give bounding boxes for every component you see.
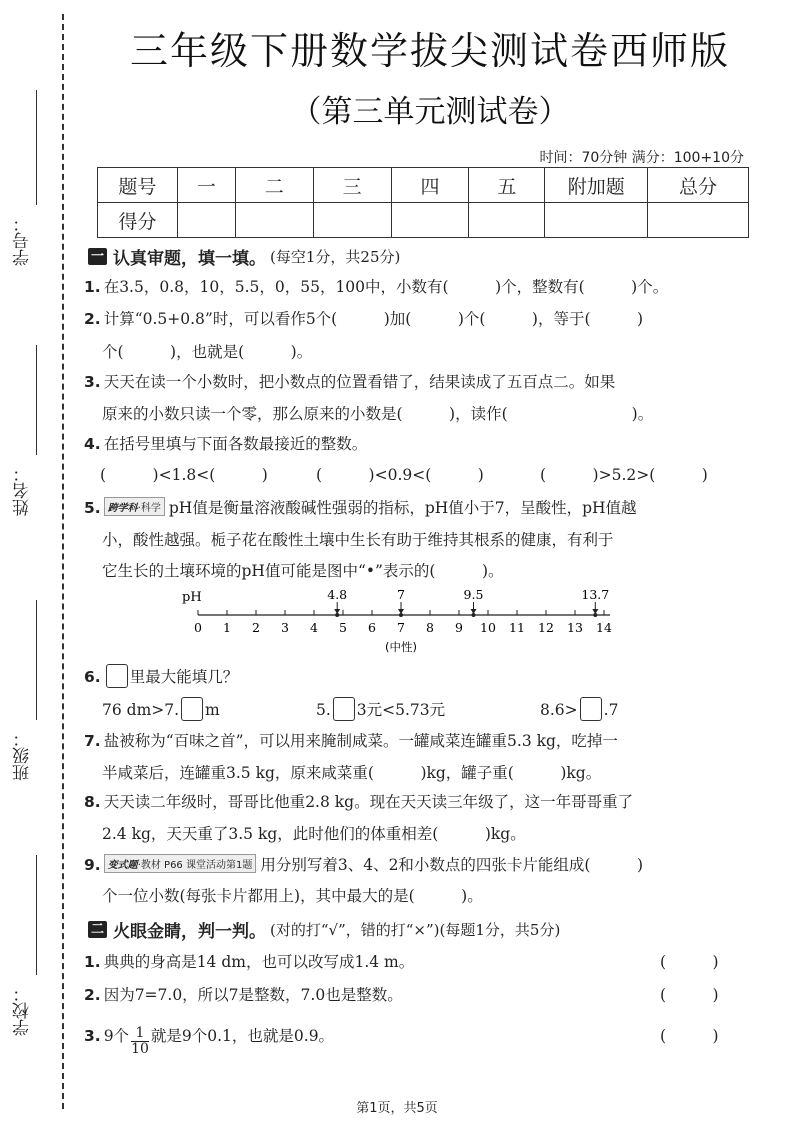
ph-neutral-label: (中性)	[385, 640, 417, 654]
q4-item: ( )<0.9<( )	[316, 466, 484, 484]
score-table-header-row	[98, 168, 749, 203]
question-text: pH值是衡量溶液酸碱性强弱的指标，pH值小于7，呈酸性，pH值越	[168, 499, 637, 517]
section-number: 二	[88, 921, 107, 938]
section-1-heading	[88, 244, 400, 269]
ph-tick-label: 0	[194, 620, 202, 635]
question-text: 因为7=7.0，所以7是整数，7.0也是整数。	[103, 986, 403, 1004]
section-number: 一	[88, 248, 107, 265]
section-title: 认真审题，填一填。	[113, 249, 266, 269]
question-text: 就是9个0.1，也就是0.9。	[150, 1027, 335, 1045]
question-5	[84, 496, 637, 518]
time-info: 时间：70分钟 满分：100+10分	[539, 150, 744, 166]
cut-line	[62, 14, 64, 1109]
question-5-cont: 它生长的土壤环境的pH值可能是图中“•”表示的( )。	[102, 562, 504, 580]
question-1	[84, 275, 668, 297]
variant-tag: 变式题·教材 P66 课堂活动第1题	[104, 854, 257, 873]
question-8	[84, 790, 633, 812]
ph-tick-label: 14	[596, 620, 612, 635]
question-number: 4.	[84, 435, 101, 453]
question-number: 1.	[84, 278, 101, 296]
q4-item: ( )<1.8<( )	[100, 466, 268, 484]
q4-item: ( )>5.2>( )	[540, 466, 708, 484]
judge-question-3: 3. 9个 $\frac{1}{10}$ 就是9个0.1，也就是0.9。	[84, 1024, 335, 1057]
ph-marker-label: 9.5	[463, 587, 484, 602]
question-text: 用分别写着3、4、2和小数点的四张卡片能组成( )	[260, 856, 644, 874]
student-number-label: 学号：	[13, 215, 33, 266]
answer-box[interactable]	[181, 697, 203, 721]
score-input-cell[interactable]	[177, 203, 235, 238]
q6-item: 8.6> .7	[540, 697, 618, 721]
score-cell: 附加题	[545, 168, 648, 203]
ph-marker-label: 4.8	[327, 587, 348, 602]
question-9-cont: 个一位小数(每张卡片都用上)，其中最大的是( )。	[102, 887, 483, 905]
question-number: 3.	[84, 373, 101, 391]
fraction: $\frac{1}{10}$	[131, 1024, 149, 1057]
ph-tick-label: 1	[223, 620, 231, 635]
question-number: 2.	[84, 986, 101, 1004]
question-text: 天天在读一个小数时，把小数点的位置看错了，结果读成了五百点二。如果	[103, 373, 616, 391]
ph-marker-label: 7	[397, 587, 405, 602]
score-cell: 四	[391, 168, 469, 203]
question-2	[84, 307, 643, 329]
page-number: 第1页，共5页	[356, 1101, 438, 1116]
ph-marker-dot	[472, 613, 476, 617]
score-input-cell[interactable]	[313, 203, 391, 238]
ph-tick-label: 2	[252, 620, 260, 635]
cross-subject-tag: 跨学科·科学	[104, 497, 165, 516]
section-note: (对的打“√”，错的打“×”)(每题1分，共5分)	[270, 921, 561, 939]
name-label: 姓名：	[13, 465, 33, 516]
section-2-heading	[88, 917, 560, 942]
question-3	[84, 370, 615, 392]
question-8-cont: 2.4 kg，天天重了3.5 kg，此时他们的体重相差( )kg。	[102, 825, 526, 843]
question-9	[84, 853, 643, 875]
binding-margin	[0, 0, 70, 1123]
judge-question-1	[84, 950, 414, 972]
ph-tick-label: 5	[339, 620, 347, 635]
score-table-score-row	[98, 203, 749, 238]
school-label: 学校：	[13, 985, 33, 1036]
judge-answer-2[interactable]: ( )	[660, 986, 719, 1004]
question-6	[84, 664, 238, 688]
section-note: (每空1分，共25分)	[270, 248, 401, 266]
student-number-line[interactable]	[36, 90, 37, 205]
question-4	[84, 432, 367, 454]
question-text: 里最大能填几？	[129, 668, 239, 686]
class-line[interactable]	[36, 600, 37, 720]
question-text: 典典的身高是14 dm，也可以改写成1.4 m。	[103, 953, 415, 971]
question-text: 天天读二年级时，哥哥比他重2.8 kg。现在天天读三年级了，这一年哥哥重了	[103, 793, 634, 811]
ph-tick-label: 13	[567, 620, 583, 635]
question-7-cont: 半咸菜后，连罐重3.5 kg，原来咸菜重( )kg，罐子重( )kg。	[102, 764, 602, 782]
ph-tick-label: 9	[455, 620, 463, 635]
class-label: 班级：	[13, 730, 33, 781]
ph-tick-label: 4	[310, 620, 318, 635]
ph-tick-label: 12	[538, 620, 554, 635]
ph-marker-dot	[593, 613, 597, 617]
score-input-cell[interactable]	[391, 203, 469, 238]
ph-marker-dot	[399, 613, 403, 617]
score-cell: 题号	[98, 168, 178, 203]
ph-tick-label: 6	[368, 620, 376, 635]
score-input-cell[interactable]	[235, 203, 313, 238]
ph-number-line	[180, 585, 620, 657]
judge-answer-3[interactable]: ( )	[660, 1027, 719, 1045]
score-row-label: 得分	[98, 203, 178, 238]
question-text: 在3.5，0.8，10，5.5，0，55，100中，小数有( )个，整数有( )个。	[103, 278, 669, 296]
question-number: 6.	[84, 668, 101, 686]
score-input-cell[interactable]	[648, 203, 749, 238]
question-text: 在括号里填与下面各数最接近的整数。	[103, 435, 368, 453]
score-input-cell[interactable]	[545, 203, 648, 238]
ph-tick-label: 3	[281, 620, 289, 635]
score-table	[97, 167, 749, 238]
question-number: 7.	[84, 732, 101, 750]
question-number: 1.	[84, 953, 101, 971]
question-number: 5.	[84, 499, 101, 517]
page-subtitle: （第三单元测试卷）	[290, 94, 570, 130]
score-cell: 总分	[648, 168, 749, 203]
answer-box	[106, 664, 128, 688]
school-line[interactable]	[36, 855, 37, 975]
question-2-cont: 个( )，也就是( )。	[102, 343, 313, 361]
ph-tick-label: 8	[426, 620, 434, 635]
q6-item: 5. 3元<5.73元	[316, 697, 445, 721]
score-cell: 三	[313, 168, 391, 203]
name-line[interactable]	[36, 345, 37, 455]
page-title: 三年级下册数学拔尖测试卷西师版	[129, 29, 730, 73]
question-number: 9.	[84, 856, 101, 874]
ph-axis-label: pH	[182, 590, 202, 605]
score-input-cell[interactable]	[469, 203, 545, 238]
ph-tick-label: 10	[480, 620, 496, 635]
question-number: 8.	[84, 793, 101, 811]
question-text: 盐被称为“百味之首”，可以用来腌制咸菜。一罐咸菜连罐重5.3 kg，吃掉一	[103, 732, 618, 750]
ph-marker-label: 13.7	[581, 587, 610, 602]
question-text: 计算“0.5+0.8”时，可以看作5个( )加( )个( )，等于( )	[103, 310, 644, 328]
q6-item: 76 dm>7. m	[102, 697, 220, 721]
score-cell: 五	[469, 168, 545, 203]
question-5-cont: 小，酸性越强。栀子花在酸性土壤中生长有助于维持其根系的健康，有利于	[102, 531, 614, 549]
ph-tick-label: 11	[509, 620, 525, 635]
answer-box[interactable]	[333, 697, 355, 721]
judge-question-2	[84, 983, 403, 1005]
section-title: 火眼金睛，判一判。	[113, 922, 266, 942]
question-7	[84, 729, 618, 751]
answer-box[interactable]	[580, 697, 602, 721]
ph-tick-label: 7	[397, 620, 405, 635]
question-number: 2.	[84, 310, 101, 328]
question-3-cont: 原来的小数只读一个零，那么原来的小数是( )，读作( )。	[102, 405, 654, 423]
score-cell: 一	[177, 168, 235, 203]
ph-marker-dot	[335, 613, 339, 617]
question-number: 3.	[84, 1027, 101, 1045]
judge-answer-1[interactable]: ( )	[660, 953, 719, 971]
score-cell: 二	[235, 168, 313, 203]
